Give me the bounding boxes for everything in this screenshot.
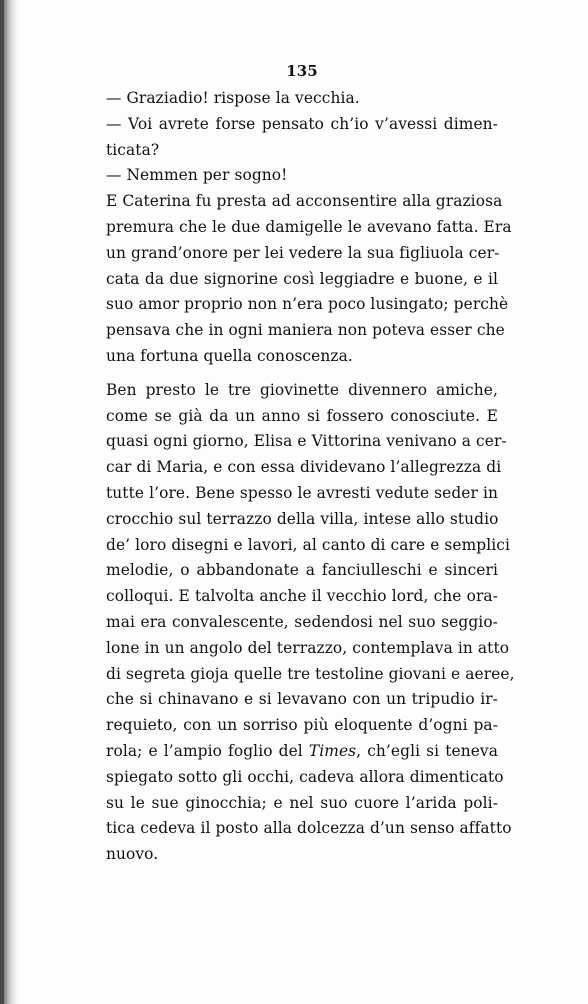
text-line: rola; e l’ampio foglio del Times, ch’egli si teneva — [106, 741, 499, 760]
text-line: come se già da un anno si fossero conosciute. E — [106, 406, 498, 425]
text-line: melodie, o abbandonate a fanciulleschi e sinceri — [106, 561, 498, 580]
text-line: — Graziadio! rispose la vecchia. — [106, 89, 360, 107]
paragraph — [106, 112, 498, 164]
scan-edge-line — [2, 0, 4, 1004]
text-line: spiegato sotto gli occhi, cadeva allora dimenticato — [106, 767, 504, 786]
text-line: pensava che in ogni maniera non poteva esser che — [106, 321, 505, 340]
text-line: crocchio sul terrazzo della villa, intese allo studio — [106, 509, 499, 528]
text-line: tutte l’ore. Bene spesso le avresti vedute seder in — [106, 483, 498, 502]
body-text — [106, 86, 515, 868]
text-line: requieto, con un sorriso più eloquente d’ogni pa- — [106, 716, 498, 735]
text-line: E Caterina fu presta ad acconsentire alla graziosa — [106, 192, 503, 211]
text-line: di segreta gioja quelle tre testoline giovani e aeree, — [106, 664, 515, 683]
paragraph-gap — [106, 370, 498, 378]
text-line: quasi ogni giorno, Elisa e Vittorina venivano a cer- — [106, 432, 507, 451]
text-line: un grand’onore per lei vedere la sua figliuola cer- — [106, 243, 500, 262]
paragraph — [106, 163, 498, 189]
text-line: che si chinavano e si levavano con un tripudio ir- — [106, 690, 498, 709]
page-text — [106, 56, 515, 868]
text-line: una fortuna quella conoscenza. — [106, 346, 353, 365]
text-line: premura che le due damigelle le avevano fatta. Era — [106, 217, 512, 236]
text-line: mai era convalescente, sedendosi nel suo seggio- — [106, 612, 498, 631]
text-line: lone in un angolo del terrazzo, contemplava in atto — [106, 638, 510, 657]
text-line: — Nemmen per sogno! — [106, 166, 288, 185]
page-number: 135 — [286, 62, 318, 80]
text-line: — Voi avrete forse pensato ch’io v’avessi dimen- — [106, 114, 498, 133]
text-line: tica cedeva il posto alla dolcezza d’un senso affatto — [106, 819, 512, 838]
paragraph — [106, 378, 515, 868]
text-line: su le sue ginocchia; e nel suo cuore l’arida poli- — [106, 793, 498, 812]
text-line: colloqui. E talvolta anche il vecchio lord, che ora- — [106, 587, 498, 606]
text-line: suo amor proprio non n’era poco lusingato; perchè — [106, 295, 509, 314]
text-line: Ben presto le tre giovinette divennero amiche, — [106, 380, 498, 399]
text-line: car di Maria, e con essa dividevano l’allegrezza di — [106, 458, 502, 477]
text-line: nuovo. — [106, 845, 159, 864]
text-line: de’ loro disegni e lavori, al canto di care e semplici — [106, 535, 511, 554]
text-line: cata da due signorine così leggiadre e buone, e il — [106, 269, 498, 288]
paragraph — [106, 189, 512, 370]
text-line: ticata? — [106, 140, 160, 159]
paragraph — [106, 86, 498, 112]
